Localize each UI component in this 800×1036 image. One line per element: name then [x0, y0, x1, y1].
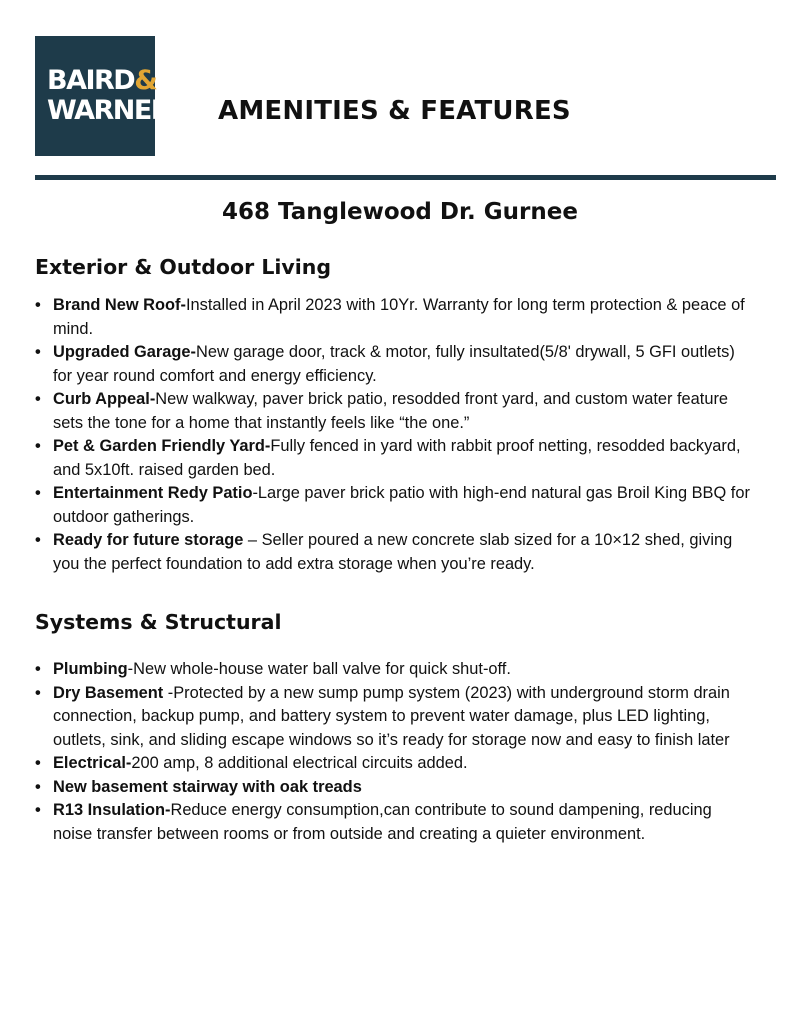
list-item: [35, 341, 755, 388]
list-item: [35, 388, 755, 435]
feature-text: -New whole-house water ball valve for quick shut-off.: [127, 660, 511, 678]
logo-line-2: WARNER: [47, 95, 171, 126]
section-heading-systems: Systems & Structural: [35, 610, 282, 634]
feature-text: 200 amp, 8 additional electrical circuits added.: [131, 754, 468, 772]
systems-features-list: [35, 658, 755, 846]
feature-label: Upgraded Garage-: [53, 343, 196, 361]
brand-logo: [35, 36, 171, 156]
feature-label: Plumbing: [53, 660, 128, 678]
logo-ampersand: &: [134, 65, 157, 96]
list-item: [35, 658, 755, 682]
list-item: [35, 682, 755, 753]
feature-text: -Protected by a new sump pump system (2023) with underground storm drain connection, backup pump, and battery system to prevent water damage, plus LED lighting, outlets, sink, and sliding escape windows so it’s ready for storage now and easy to finish later: [53, 683, 730, 749]
exterior-features-list: [35, 294, 755, 576]
feature-label: Electrical-: [53, 754, 132, 772]
feature-label: Entertainment Redy Patio: [53, 484, 253, 502]
logo-line-1: BAIRD&: [47, 65, 157, 96]
section-heading-exterior: Exterior & Outdoor Living: [35, 255, 332, 279]
header-divider: [35, 175, 776, 180]
feature-label: Dry Basement: [53, 683, 164, 702]
feature-text: Reduce energy consumption,can contribute to sound dampening, reducing noise transfer between rooms or from outside and creating a quieter environment.: [53, 801, 712, 843]
feature-label: Pet & Garden Friendly Yard-: [53, 437, 271, 455]
feature-text: Installed in April 2023 with 10Yr. Warranty for long term protection & peace of mind.: [53, 296, 745, 338]
list-item: [35, 529, 755, 576]
list-item: [35, 294, 755, 341]
feature-label: Brand New Roof-: [53, 296, 186, 314]
list-item: [35, 752, 755, 776]
feature-text: -Large paver brick patio with high-end natural gas Broil King BBQ for outdoor gatherings.: [53, 484, 750, 526]
list-item: [35, 776, 755, 800]
feature-label: R13 Insulation-: [53, 801, 171, 819]
property-address: 468 Tanglewood Dr. Gurnee: [222, 199, 578, 225]
feature-label: New basement stairway with oak treads: [53, 777, 362, 796]
feature-text: – Seller poured a new concrete slab sized for a 10×12 shed, giving you the perfect foundation to add extra storage when you’re ready.: [53, 531, 733, 573]
feature-label: Curb Appeal-: [53, 390, 156, 408]
feature-text: Fully fenced in yard with rabbit proof netting, resodded backyard, and 5x10ft. raised garden bed.: [53, 437, 741, 479]
list-item: [35, 799, 755, 846]
feature-text: New garage door, track & motor, fully insultated(5/8' drywall, 5 GFI outlets) for year round comfort and energy efficiency.: [53, 343, 735, 385]
feature-text: New walkway, paver brick patio, resodded front yard, and custom water feature sets the tone for a home that instantly feels like “the one.”: [53, 390, 729, 432]
list-item: [35, 435, 755, 482]
feature-label: Ready for future storage: [53, 531, 244, 549]
page-title: AMENITIES & FEATURES: [218, 96, 571, 126]
list-item: [35, 482, 755, 529]
